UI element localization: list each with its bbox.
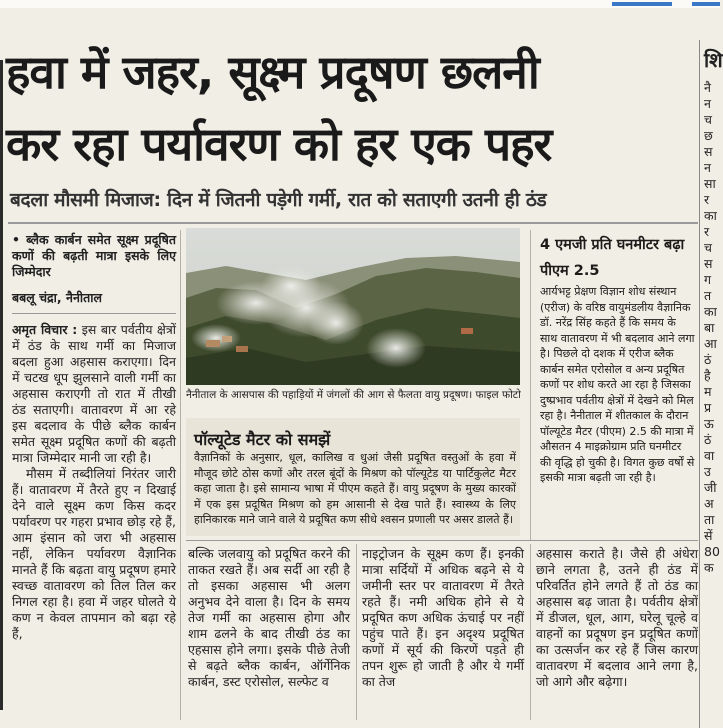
adjacent-text-line: प्र (704, 400, 712, 415)
adjacent-text-line: न (704, 96, 711, 111)
side-body: आर्यभट्ट प्रेक्षण विज्ञान शोध संस्थान (एरीज) के वरिष्ठ वायुमंडलीय वैज्ञानिक डॉ. नरेंद्र सिंह कहते हैं कि समय के साथ वातावरण में भी बदलाव आने लगा है। पिछले दो दशक में एरीज ब्लैक कार्बन समेत एरोसोल व अन्य प्रदूषित कणों पर शोध करते आ रहा है जिसका दुष्प्रभाव पर्वतीय क्षेत्रों में देखने को मिल रहा है। नैनीताल में शीतकाल के दौरान पॉल्यूटेड मैटर (पीएम) 2.5 की मात्रा में औसतन 4 माइक्रोग्राम प्रति घनमीटर की वृद्धि हो चुकी है। विगत कुछ वर्षों से इसकी मात्रा बढ़ती जा रही है। (540, 285, 695, 484)
adjacent-text-line: र (704, 192, 710, 207)
lead-tag: अमृत विचार : (12, 322, 78, 337)
adjacent-text-line: ता (704, 512, 715, 527)
info-box-body: वैज्ञानिकों के अनुसार, धूल, कालिख व धुआं जैसी प्रदूषित वस्तुओं के हवा में मौजूद छोटे ठोस कणों और तरल बूंदों के मिश्रण को पॉल्यूटेड या पार्टिकुलेट मैटर कहा जाता है। इसे सामान्य भाषा में पीएम कहते हैं। वायु प्रदूषण के मुख्य कारकों में एक इस प्रदूषित मिश्रण को हम आसानी से देख पाते हैं। स्वास्थ्य के लिए हानिकारक माने जाने वाले ये प्रदूषित कण सीधे श्वसन प्रणाली पर असर डालते हैं। (194, 451, 516, 526)
subheadline: बदला मौसमी मिजाज: दिन में जितनी पड़ेगी गर्मी, रात को सताएगी उतनी ही ठंड (10, 189, 547, 211)
adjacent-text-line: छ (704, 128, 713, 143)
left-paragraph-1-text: इस बार पर्वतीय क्षेत्रों में ठंड के साथ गर्मी का मिजाज बदला हुआ अहसास कराएगा। दिन में चटख धूप झुलसाने वाली गर्मी का अहसास कराएगी तो रात में तीखी ठंड सताएगी। वातावरण में आ रहे इस बदलाव के पीछे ब्लैक कार्बन समेत सूक्ष्म प्रदूषित कणों की बढ़ती मात्रा जिम्मेदार मानी जा रही है। (12, 322, 177, 465)
adjacent-text-line: ऊ (704, 416, 714, 431)
adjacent-heading-fragment: शि (704, 48, 723, 72)
left-paragraph-2: मौसम में तब्दीलियां निरंतर जारी हैं। वातावरण में तैरते हुए न दिखाई देने वाले सूक्ष्म कण किस कदर पर्यावरण पर गहरा प्रभाव छोड़ रहे हैं, आम इंसान को जरा भी अहसास नहीं, लेकिन पर्यावरण वैज्ञानिक मानते हैं कि बढ़ता वायु प्रदूषण हमारे स्वच्छ वातावरण को तिल तिल कर निगल रहा है। हवा में जहर घोलते ये कण न केवल तापमान को बढ़ा रहे हैं, (12, 466, 176, 641)
headline-line-1: हवा में जहर, सूक्ष्म प्रदूषण छलनी (6, 45, 539, 99)
left-page-edge (0, 60, 3, 710)
headline (6, 36, 696, 180)
subheadline-rule (8, 222, 698, 224)
adjacent-text-line: च (704, 240, 712, 255)
column-rule-4 (530, 544, 531, 720)
adjacent-text-line: सें (704, 528, 713, 543)
bottom-column-3: अहसास कराते है। जैसे ही अंधेरा छाने लगता है, उतने ही ठंड में परिवर्तित होने लगते हैं तो ठंड का अहसास बढ़ जाता है। पर्वतीय क्षेत्रों में डीजल, धूल, आग, घरेलू चूल्हे व वाहनों का प्रदूषण इन प्रदूषित कणों का उत्सर्जन कर रहे हैं जिस कारण वातावरण में बदलाव आने लगा है, जो आगे और बढ़ेगा। (536, 546, 698, 689)
adjacent-text-line: सा (704, 176, 716, 191)
adjacent-text-line: उ (704, 464, 711, 479)
adjacent-text-line: का (704, 208, 717, 223)
top-accent-bar (612, 2, 672, 6)
column-rule-1 (180, 230, 181, 720)
left-paragraph-1 (12, 322, 176, 466)
adjacent-text-line: ठं (704, 432, 712, 447)
photo-caption: नैनीताल के आसपास की पहाड़ियों में जंगलों की आग से फैलता वायु प्रदूषण। फाइल फोटो (186, 389, 521, 401)
adjacent-text-line: का (704, 304, 717, 319)
adjacent-text-line: वा (704, 448, 715, 463)
headline-line-2: कर रहा पर्यावरण को हर एक पहर (6, 117, 552, 171)
byline: बबलू चंद्रा, नैनीताल (12, 290, 102, 305)
adjacent-text-line: त (704, 288, 712, 303)
top-accent-bar-right (692, 2, 720, 6)
adjacent-text-fragment (704, 80, 720, 576)
adjacent-text-line: च (704, 112, 712, 127)
column-rule-3 (356, 544, 357, 720)
adjacent-text-line: ग (704, 272, 712, 287)
left-column (12, 232, 176, 642)
adjacent-text-line: स (704, 144, 713, 159)
adjacent-text-line: 80 (704, 544, 720, 559)
adjacent-text-line: न (704, 160, 711, 175)
bottom-column-2: नाइट्रोजन के सूक्ष्म कण हैं। इनकी मात्रा सर्दियों में अधिक बढ़ने से ये जमीनी स्तर पर वातावरण में तैरते रहते हैं। नमी अधिक होने से ये प्रदूषित कण अधिक ऊंचाई पर नहीं पहुंच पाते हैं। इन अदृश्य प्रदूषित कणों में सूर्य की किरणें पड़ते ही तपन शुरू हो जाती है और ये गर्मी का तेज (362, 546, 524, 689)
adjacent-text-line: जी (704, 480, 717, 495)
adjacent-text-line: है (704, 368, 711, 383)
forest-fire-photo (186, 228, 520, 385)
forest-fire-photo-art (186, 228, 520, 385)
bottom-section-rule (186, 540, 698, 541)
page-gutter-rule (699, 40, 700, 728)
left-bullet-summary: • ब्लैक कार्बन समेत सूक्ष्म प्रदूषित कणों की बढ़ती मात्रा इसके लिए जिम्मेदार (12, 232, 176, 279)
adjacent-text-line: आ (704, 336, 717, 351)
adjacent-text-line: ठं (704, 352, 712, 367)
info-box-title: पॉल्यूटेड मैटर को समझें (194, 430, 331, 449)
adjacent-text-line: नै (704, 80, 711, 95)
adjacent-text-line: स (704, 256, 713, 271)
adjacent-article-fragment (704, 40, 723, 728)
adjacent-text-line: र (704, 224, 710, 239)
adjacent-text-line: अ (704, 496, 714, 511)
column-rule-2 (530, 230, 531, 540)
byline-rule (12, 313, 176, 314)
adjacent-text-line: क (704, 560, 714, 575)
adjacent-text-line: बा (704, 320, 715, 335)
adjacent-text-line: म (704, 384, 712, 399)
top-strip (0, 0, 720, 8)
bottom-column-1: बल्कि जलवायु को प्रदूषित करने की ताकत रखते हैं। अब सर्दी आ रही है तो इसका अहसास भी अलग अनुभव देने वाला है। दिन के समय तेज गर्मी का अहसास होगा और शाम ढलने के बाद तीखी ठंड का एहसास होने लगा। इसके पीछे तेजी से बढ़ते ब्लैक कार्बन, ऑर्गेनिक कार्बन, डस्ट एरोसोल, सल्फेट व (188, 546, 350, 689)
side-heading: 4 एमजी प्रति घनमीटर बढ़ा पीएम 2.5 (540, 237, 685, 279)
